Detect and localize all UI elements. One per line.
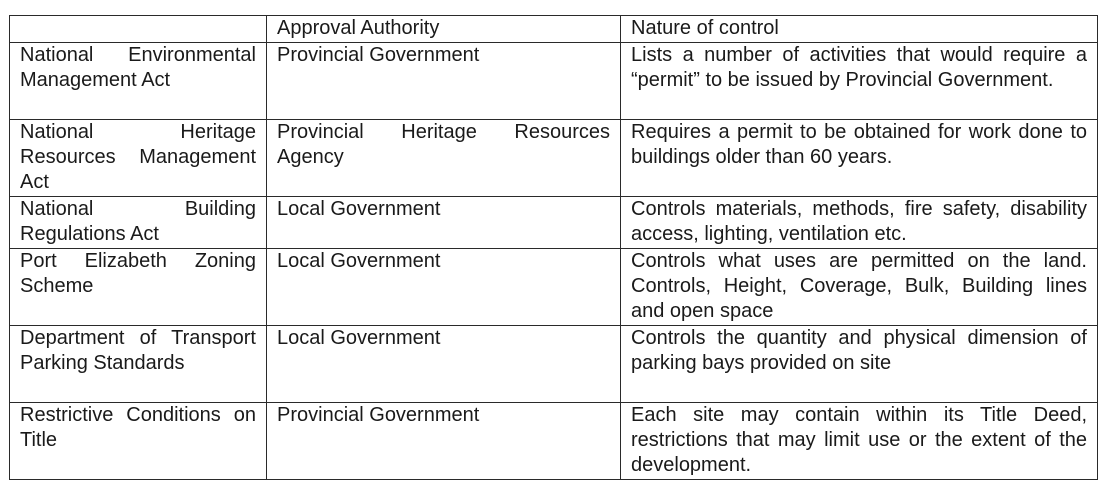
table-row xyxy=(10,403,1098,480)
header-nature-of-control: Nature of control xyxy=(621,16,1098,43)
authority-cell: Local Government xyxy=(267,197,621,249)
table-row xyxy=(10,197,1098,249)
table-header-row xyxy=(10,16,1098,43)
authority-cell: Provincial Government xyxy=(267,43,621,120)
table-row xyxy=(10,326,1098,403)
legislation-cell: National Heritage Resources Management Act xyxy=(10,120,267,197)
authority-cell: Local Government xyxy=(267,326,621,403)
legislation-cell: Department of Transport Parking Standards xyxy=(10,326,267,403)
table-row xyxy=(10,120,1098,197)
authority-cell: Provincial Heritage Resources Agency xyxy=(267,120,621,197)
authority-cell: Local Government xyxy=(267,249,621,326)
table-row xyxy=(10,43,1098,120)
legislation-cell: Restrictive Conditions on Title xyxy=(10,403,267,480)
table-row xyxy=(10,249,1098,326)
authority-cell: Provincial Government xyxy=(267,403,621,480)
control-cell: Lists a number of activities that would require a “permit” to be issued by Provincial Government. xyxy=(621,43,1098,120)
legislation-cell: National Environmental Management Act xyxy=(10,43,267,120)
legislation-cell: National Building Regulations Act xyxy=(10,197,267,249)
control-cell: Requires a permit to be obtained for work done to buildings older than 60 years. xyxy=(621,120,1098,197)
header-legislation xyxy=(10,16,267,43)
control-cell: Controls the quantity and physical dimension of parking bays provided on site xyxy=(621,326,1098,403)
control-cell: Each site may contain within its Title Deed, restrictions that may limit use or the extent of the development. xyxy=(621,403,1098,480)
header-approval-authority: Approval Authority xyxy=(267,16,621,43)
control-cell: Controls materials, methods, fire safety, disability access, lighting, ventilation etc. xyxy=(621,197,1098,249)
legislation-controls-table xyxy=(9,15,1098,480)
legislation-cell: Port Elizabeth Zoning Scheme xyxy=(10,249,267,326)
control-cell: Controls what uses are permitted on the land. Controls, Height, Coverage, Bulk, Building lines and open space xyxy=(621,249,1098,326)
